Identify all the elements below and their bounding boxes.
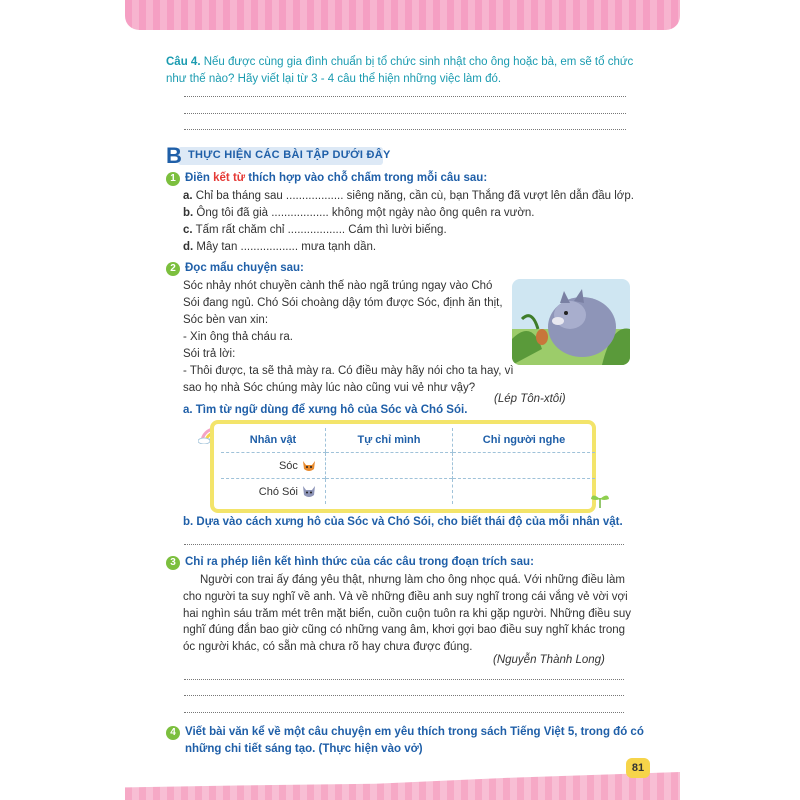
passage-line: hai nghìn sáu trăm mét trên mặt biển, cuồn cuộn tuôn ra khi gặp người. Những điều suy	[183, 608, 632, 620]
item-label: a.	[183, 190, 193, 202]
passage-line: nghĩ đúng đắn bao giờ cũng có những vang âm, khơi gợi bao điều suy nghĩ khác trong	[183, 624, 626, 636]
section-b-letter: B	[166, 143, 182, 168]
question-4-label: Câu 4.	[166, 56, 201, 68]
address-table	[221, 428, 595, 504]
section-b-title: THỰC HIỆN CÁC BÀI TẬP DƯỚI ĐÂY	[188, 149, 391, 161]
answer-line[interactable]	[184, 544, 624, 545]
listener-address-cell[interactable]	[453, 453, 596, 479]
answer-line[interactable]	[184, 113, 626, 114]
passage-author: (Nguyễn Thành Long)	[493, 654, 605, 666]
wolf-squirrel-illustration	[512, 279, 630, 365]
exercise-2-title: Đọc mẩu chuyện sau:	[185, 262, 304, 274]
exercise-1-prefix: Điền	[185, 172, 214, 184]
exercise-1-badge: 1	[166, 172, 180, 186]
item-text: Mây tan .................. mưa tạnh dần.	[193, 241, 377, 253]
passage-line: óc người khác, có sẵn mà chưa rõ hay chưa được đúng.	[183, 641, 473, 653]
exercise-3-title: Chỉ ra phép liên kết hình thức của các câu trong đoạn trích sau:	[185, 556, 534, 568]
story-line: Sóc nhảy nhót chuyền cành thế nào ngã trúng ngay vào Chó	[183, 280, 493, 292]
bottom-decorative-band	[125, 772, 680, 800]
exercise-2-badge: 2	[166, 262, 180, 276]
col-header-character: Nhân vật	[221, 428, 326, 453]
item-label: d.	[183, 241, 194, 253]
self-address-cell[interactable]	[326, 453, 453, 479]
question-4-line2: như thế nào? Hãy viết lại từ 3 - 4 câu thể hiện những việc làm đó.	[166, 73, 502, 85]
item-text: Ông tôi đã già .................. không một ngày nào ông quên ra vườn.	[193, 207, 535, 219]
row-name-cell	[221, 453, 326, 479]
story-line: sao họ nhà Sóc chúng mày lúc nào cũng vui vẻ như vậy?	[183, 382, 476, 394]
listener-address-cell[interactable]	[453, 479, 596, 505]
answer-line[interactable]	[184, 96, 626, 97]
question-4	[166, 54, 633, 71]
story-line: Sói trả lời:	[183, 348, 236, 360]
exercise-2a-title: a. Tìm từ ngữ dùng để xưng hô của Sóc và Chó Sói.	[183, 404, 468, 416]
table-row	[221, 453, 595, 479]
squirrel-icon	[301, 459, 317, 471]
story-line: - Thôi được, ta sẽ thả mày ra. Có điều mày hãy nói cho ta hay, vì	[183, 365, 514, 377]
exercise-1-suffix: thích hợp vào chỗ chấm trong mỗi câu sau:	[245, 172, 488, 184]
exercise-1-title	[185, 170, 487, 187]
passage-line: cho người ta suy nghĩ về anh. Và về những điều anh suy nghĩ trong cái vắng vẻ vời vợi	[183, 591, 628, 603]
top-decorative-band	[125, 0, 680, 30]
col-header-self: Tự chỉ mình	[326, 428, 453, 453]
table-row	[221, 479, 595, 505]
answer-line[interactable]	[184, 712, 624, 713]
exercise-1-item	[183, 239, 376, 256]
item-label: b.	[183, 207, 194, 219]
wolf-icon	[301, 485, 317, 497]
story-author: (Lép Tôn-xtôi)	[494, 393, 566, 405]
exercise-1-item	[183, 188, 634, 205]
exercise-3-badge: 3	[166, 556, 180, 570]
exercise-1-keyword: kết từ	[213, 172, 246, 184]
story-line: Sóc bèn van xin:	[183, 314, 269, 326]
character-name: Chó Sói	[258, 485, 298, 498]
answer-line[interactable]	[184, 695, 624, 696]
exercise-4-line1: Viết bài văn kể về một câu chuyện em yêu thích trong sách Tiếng Việt 5, trong đó có	[185, 726, 644, 738]
row-name-cell	[221, 479, 326, 505]
item-label: c.	[183, 224, 193, 236]
answer-line[interactable]	[184, 679, 624, 680]
sprout-icon	[588, 490, 612, 511]
exercise-4-badge: 4	[166, 726, 180, 740]
exercise-1-item	[183, 222, 447, 239]
story-line: Sói đang ngủ. Chó Sói choàng dậy tóm được Sóc, định ăn thịt,	[183, 297, 503, 309]
table-header-row	[221, 428, 595, 453]
page-number: 81	[626, 758, 650, 778]
item-text: Chỉ ba tháng sau .................. siêng năng, cần cù, bạn Thắng đã vượt lên dẫn đầu lớp.	[192, 190, 634, 202]
answer-line[interactable]	[184, 129, 626, 130]
question-4-line1: Nếu được cùng gia đình chuẩn bị tổ chức sinh nhật cho ông hoặc bà, em sẽ tổ chức	[203, 56, 634, 68]
passage-line: Người con trai ấy đáng yêu thật, nhưng làm cho ông nhọc quá. Với những điều làm	[200, 574, 625, 586]
character-name: Sóc	[278, 459, 298, 472]
story-line: - Xin ông thả cháu ra.	[183, 331, 293, 343]
col-header-listener: Chỉ người nghe	[453, 428, 596, 453]
self-address-cell[interactable]	[326, 479, 453, 505]
item-text: Tấm rất chăm chỉ .................. Cám thì lười biếng.	[192, 224, 447, 236]
exercise-2b-title: b. Dựa vào cách xưng hô của Sóc và Chó Sói, cho biết thái độ của mỗi nhân vật.	[183, 516, 623, 528]
exercise-1-item	[183, 205, 535, 222]
exercise-4-line2: những chi tiết sáng tạo. (Thực hiện vào vở)	[185, 743, 423, 755]
